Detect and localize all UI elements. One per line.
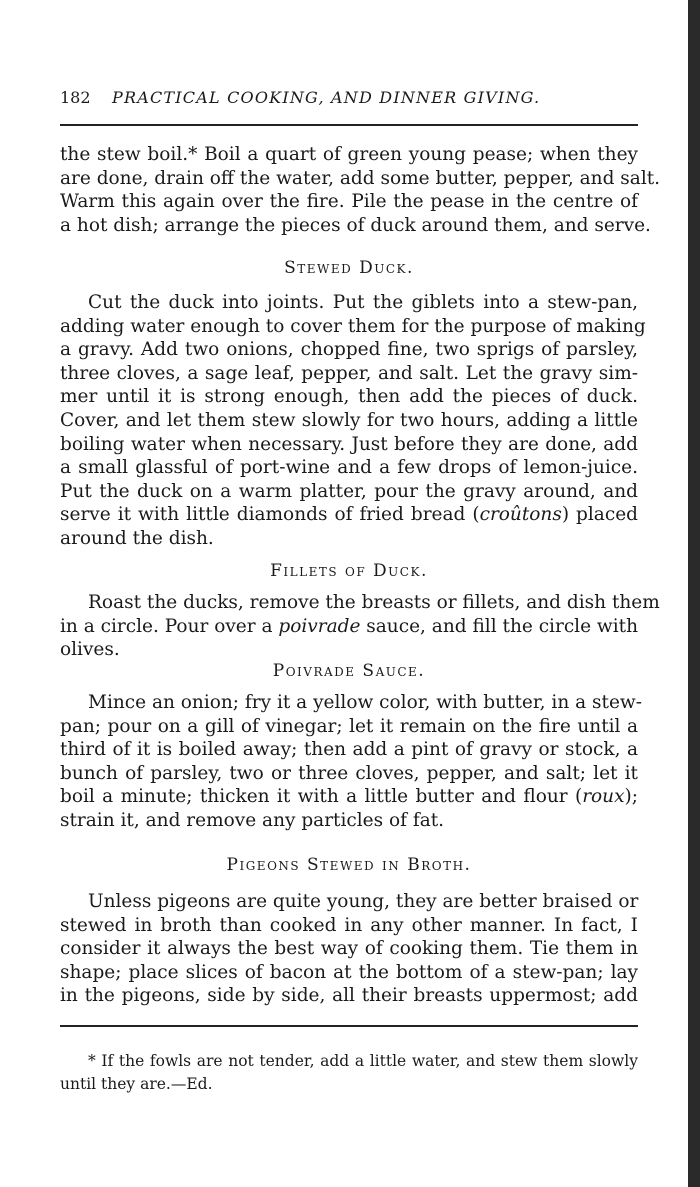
text-segment: third of it is boiled away; then add a pint of gravy or stock, a: [60, 739, 638, 761]
text-segment: are done, drain off the water, add some butter, pepper, and salt.: [60, 167, 661, 189]
text-segment: bunch of parsley, two or three cloves, pepper, and salt; let it: [60, 762, 638, 784]
text-segment: in a circle. Pour over a: [60, 615, 279, 637]
text-segment: Warm this again over the fire. Pile the pease in the centre of: [60, 191, 638, 213]
text-line: [60, 785, 638, 809]
text-segment: around the dish.: [60, 527, 214, 549]
footnote: [60, 1050, 638, 1096]
text-segment: consider it always the best way of cooking them. Tie them in: [60, 938, 638, 960]
text-line: [60, 167, 661, 191]
text-segment: boil a minute; thicken it with a little butter and flour (: [60, 786, 583, 808]
text-segment: Unless pigeons are quite young, they are better braised or: [88, 891, 639, 912]
text-line: [60, 480, 638, 504]
text-line: [60, 615, 638, 639]
header-rule: [60, 124, 638, 126]
text-segment: a gravy. Add two onions, chopped fine, two sprigs of parsley,: [60, 339, 638, 361]
text-segment: three cloves, a sage leaf, pepper, and salt. Let the gravy sim-: [60, 362, 638, 384]
text-line: [60, 890, 638, 914]
text-segment: a small glassful of port-wine and a few drops of lemon-juice.: [60, 457, 638, 479]
section-heading: Pigeons Stewed in Broth.: [226, 855, 472, 875]
text-line: [60, 762, 638, 786]
text-segment: until they are.—Ed.: [60, 1075, 213, 1093]
text-line: [60, 315, 646, 339]
text-line: [60, 691, 643, 715]
page-number: 182: [60, 88, 91, 107]
text-line: [60, 291, 638, 315]
italic-text: croûtons: [479, 504, 562, 526]
text-line: [60, 362, 638, 386]
text-line: [60, 961, 638, 985]
text-line: [60, 409, 638, 433]
text-line: [60, 190, 638, 214]
text-line: [60, 433, 638, 457]
text-segment: olives.: [60, 639, 120, 661]
text-segment: Roast the ducks, remove the breasts or fillets, and dish them: [88, 592, 660, 613]
text-segment: ) placed: [561, 504, 638, 526]
paragraph: [60, 591, 660, 662]
text-line: [60, 338, 638, 362]
text-segment: boiling water when necessary. Just before they are done, add: [60, 433, 638, 455]
text-segment: Mince an onion; fry it a yellow color, with butter, in a stew-: [88, 692, 643, 713]
text-segment: mer until it is strong enough, then add the pieces of duck.: [60, 386, 638, 408]
text-line: [60, 809, 638, 833]
text-line: [60, 937, 638, 961]
running-title: PRACTICAL COOKING, AND DINNER GIVING.: [112, 88, 541, 107]
text-line: [60, 214, 651, 238]
paragraph: [60, 890, 638, 1008]
text-line: [60, 143, 638, 167]
text-line: [60, 591, 660, 615]
text-line: [60, 503, 638, 527]
text-segment: the stew boil.* Boil a quart of green young pease; when they: [60, 144, 638, 165]
text-segment: serve it with little diamonds of fried bread (: [60, 504, 480, 526]
text-segment: pan; pour on a gill of vinegar; let it remain on the fire until a: [60, 715, 638, 737]
footnote-rule: [60, 1025, 638, 1027]
text-line: [60, 638, 638, 662]
text-line: [60, 738, 638, 762]
paragraph: [60, 291, 646, 551]
text-segment: );: [624, 786, 638, 808]
section-heading: Poivrade Sauce.: [272, 661, 426, 681]
text-line: [60, 914, 638, 938]
section-heading: Fillets of Duck.: [270, 561, 428, 581]
text-line: [60, 527, 638, 551]
section-heading: Stewed Duck.: [284, 258, 414, 278]
italic-text: roux: [582, 786, 625, 808]
italic-text: poivrade: [278, 615, 361, 637]
text-line: [60, 1073, 638, 1096]
text-segment: Cut the duck into joints. Put the giblets into a stew-pan,: [88, 292, 638, 313]
text-segment: shape; place slices of bacon at the bottom of a stew-pan; lay: [60, 961, 638, 983]
text-segment: a hot dish; arrange the pieces of duck around them, and serve.: [60, 214, 651, 236]
text-segment: sauce, and fill the circle with: [360, 615, 639, 637]
page-edge: [688, 0, 700, 1187]
text-segment: * If the fowls are not tender, add a little water, and stew them slowly: [88, 1052, 638, 1070]
text-segment: strain it, and remove any particles of fat.: [60, 809, 445, 831]
paragraph: [60, 691, 643, 833]
text-line: [60, 456, 638, 480]
text-segment: stewed in broth than cooked in any other manner. In fact, I: [60, 914, 638, 936]
text-segment: in the pigeons, side by side, all their breasts uppermost; add: [60, 985, 638, 1007]
text-segment: Put the duck on a warm platter, pour the gravy around, and: [60, 480, 638, 502]
text-line: [60, 1050, 638, 1073]
text-line: [60, 984, 638, 1008]
text-line: [60, 385, 638, 409]
paragraph: [60, 143, 661, 237]
text-segment: adding water enough to cover them for the purpose of making: [60, 315, 646, 337]
text-line: [60, 715, 638, 739]
text-segment: Cover, and let them stew slowly for two hours, adding a little: [60, 409, 638, 431]
